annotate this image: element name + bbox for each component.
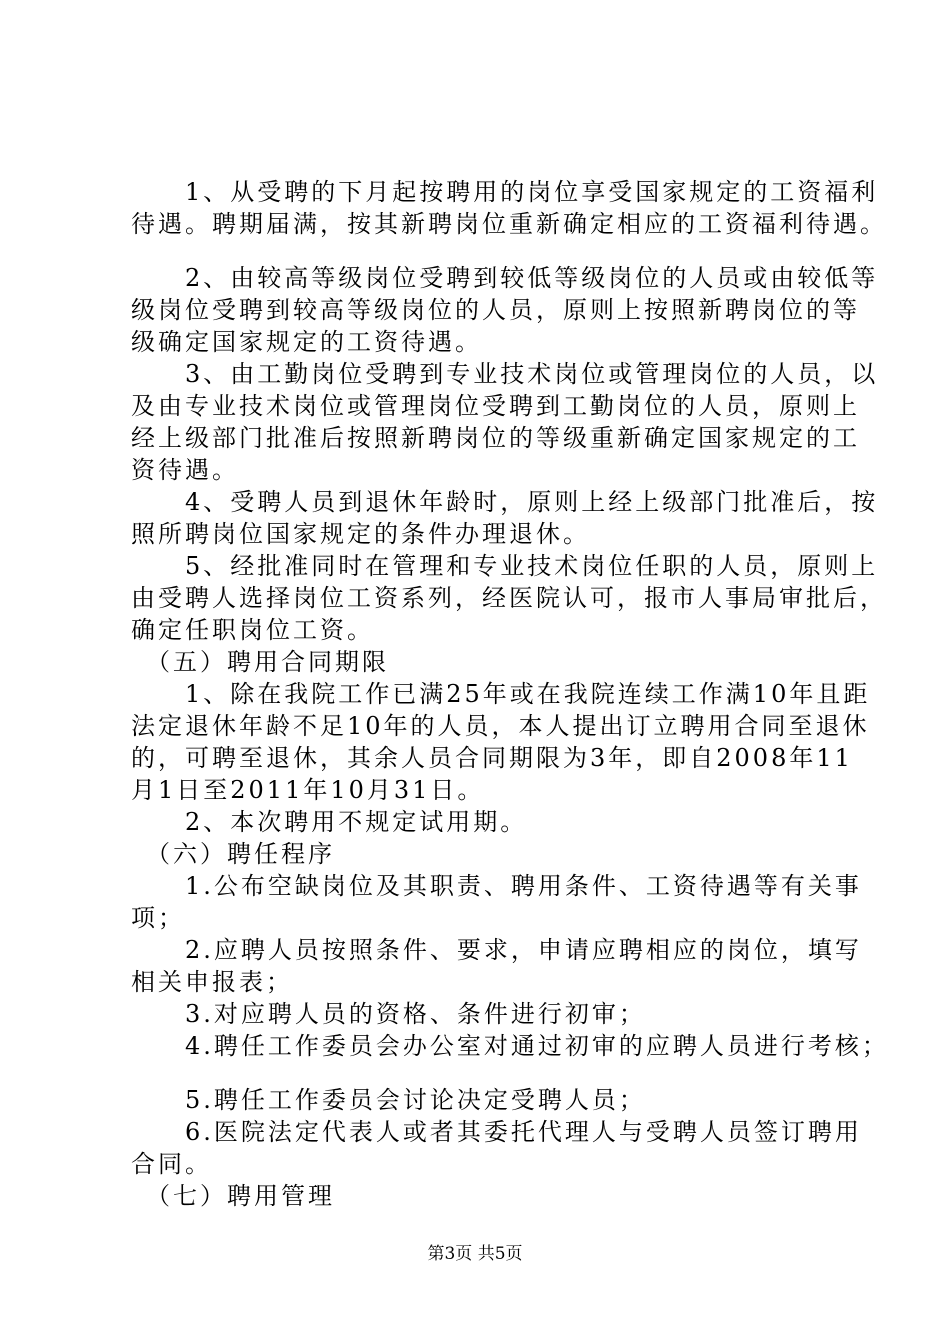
text-line: 2、本次聘用不规定试用期。 <box>131 808 528 836</box>
text-line: 合同。 <box>131 1150 212 1178</box>
paragraph-7 <box>131 806 851 838</box>
text-line: 由受聘人选择岗位工资系列，经医院认可，报市人事局审批后， <box>131 584 887 612</box>
text-line: 4、受聘人员到退休年龄时，原则上经上级部门批准后，按 <box>131 488 879 516</box>
paragraph-10 <box>131 998 851 1030</box>
paragraph-11 <box>131 1030 889 1062</box>
text-line: 2.应聘人员按照条件、要求，申请应聘相应的岗位，填写 <box>131 936 862 964</box>
text-line: 1.公布空缺岗位及其职责、聘用条件、工资待遇等有关事 <box>131 872 862 900</box>
text-line: 1、从受聘的下月起按聘用的岗位享受国家规定的工资福利 <box>131 178 879 206</box>
text-line: 5.聘任工作委员会讨论决定受聘人员； <box>131 1086 646 1114</box>
document-body <box>131 176 889 1212</box>
text-line: 待遇。聘期届满，按其新聘岗位重新确定相应的工资福利待遇。 <box>131 210 887 238</box>
text-line: 及由专业技术岗位或管理岗位受聘到工勤岗位的人员，原则上 <box>131 392 860 420</box>
text-line: 级确定国家规定的工资待遇。 <box>131 328 482 356</box>
text-line: 法定退休年龄不足10年的人员，本人提出订立聘用合同至退休 <box>131 712 870 740</box>
paragraph-2 <box>131 262 879 358</box>
section-heading-6 <box>131 838 851 870</box>
text-line: 3.对应聘人员的资格、条件进行初审； <box>131 1000 646 1028</box>
text-line: 2、由较高等级岗位受聘到较低等级岗位的人员或由较低等 <box>131 264 879 292</box>
text-line: 确定任职岗位工资。 <box>131 616 374 644</box>
text-line: 照所聘岗位国家规定的条件办理退休。 <box>131 520 590 548</box>
paragraph-6 <box>131 678 871 806</box>
text-line: 6.医院法定代表人或者其委托代理人与受聘人员签订聘用 <box>131 1118 862 1146</box>
text-line: 3、由工勤岗位受聘到专业技术岗位或管理岗位的人员，以 <box>131 360 879 388</box>
paragraph-13 <box>131 1116 862 1180</box>
text-line: 级岗位受聘到较高等级岗位的人员，原则上按照新聘岗位的等 <box>131 296 860 324</box>
paragraph-1 <box>131 176 887 240</box>
text-line: 月1日至2011年10月31日。 <box>131 776 485 804</box>
section-heading-7 <box>131 1180 851 1212</box>
heading-line: （七）聘用管理 <box>131 1182 335 1210</box>
heading-line: （五）聘用合同期限 <box>131 648 389 676</box>
paragraph-5 <box>131 550 887 646</box>
paragraph-3 <box>131 358 879 486</box>
section-heading-5 <box>131 646 851 678</box>
text-line: 1、除在我院工作已满25年或在我院连续工作满10年且距 <box>131 680 871 708</box>
paragraph-9 <box>131 934 862 998</box>
text-line: 4.聘任工作委员会办公室对通过初审的应聘人员进行考核； <box>131 1032 889 1060</box>
text-line: 5、经批准同时在管理和专业技术岗位任职的人员，原则上 <box>131 552 879 580</box>
text-line: 项； <box>131 904 185 932</box>
page-footer: 第3页 共5页 <box>427 1244 523 1264</box>
paragraph-gap <box>131 1062 851 1084</box>
paragraph-4 <box>131 486 879 550</box>
paragraph-12 <box>131 1084 851 1116</box>
text-line: 经上级部门批准后按照新聘岗位的等级重新确定国家规定的工 <box>131 424 860 452</box>
paragraph-gap <box>131 240 851 262</box>
paragraph-8 <box>131 870 862 934</box>
text-line: 的，可聘至退休，其余人员合同期限为3年，即自2008年11 <box>131 744 853 772</box>
text-line: 资待遇。 <box>131 456 239 484</box>
heading-line: （六）聘任程序 <box>131 840 335 868</box>
text-line: 相关申报表； <box>131 968 293 996</box>
